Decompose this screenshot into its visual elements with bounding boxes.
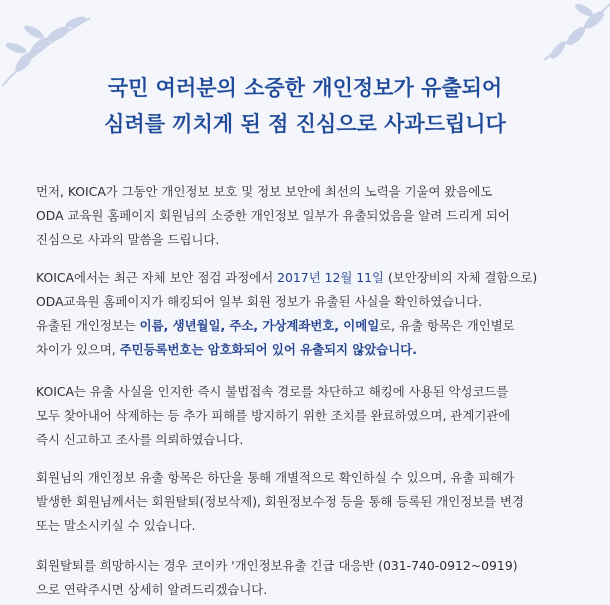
paragraph-line (36, 266, 588, 290)
paragraph-line: 발생한 회원님께서는 회원탈퇴(정보삭제), 회원정보수정 등을 통해 등록된 개인정보를 변경 (36, 494, 524, 509)
paragraph-incident (36, 266, 588, 362)
paragraph-line: ODA 교육원 홈페이지 회원님의 소중한 개인정보 일부가 유출되었음을 알려 드리게 되어 (36, 208, 510, 223)
paragraph-line: 모두 찾아내어 삭제하는 등 추가 피해를 방지하기 위한 조치를 완료하였으며, 관계기관에 (36, 408, 511, 423)
not-leaked-notice: 주민등록번호는 암호화되어 있어 유출되지 않았습니다. (119, 342, 417, 357)
paragraph-guidance (36, 466, 588, 538)
paragraph-line: 회원님의 개인정보 유출 항목은 하단을 통해 개별적으로 확인하실 수 있으며, 유출 피해가 (36, 470, 515, 485)
title-line-2: 심려를 끼치게 된 점 진심으로 사과드립니다 (104, 112, 506, 136)
incident-date: 2017년 12월 11일 (277, 270, 385, 285)
title-line-1: 국민 여러분의 소중한 개인정보가 유출되어 (107, 76, 503, 100)
text-segment: 유출된 개인정보는 (36, 318, 140, 333)
paragraph-line: 또는 말소시키실 수 있습니다. (36, 518, 196, 533)
paragraph-line: 진심으로 사과의 말씀을 드립니다. (36, 232, 220, 247)
paragraph-line: 으로 연락주시면 상세히 알려드리겠습니다. (36, 582, 268, 597)
paragraph-line: 회원탈퇴를 희망하시는 경우 코이카 '개인정보유출 긴급 대응반 (031-740-0912~0919) (36, 558, 518, 573)
paragraph-line: 즉시 신고하고 조사를 의뢰하였습니다. (36, 432, 244, 447)
paragraph-response (36, 380, 588, 452)
text-segment: 로, 유출 항목은 개인별로 (379, 318, 515, 333)
paragraph-intro (36, 180, 588, 252)
text-segment: KOICA에서는 최근 자체 보안 점검 과정에서 (36, 270, 278, 285)
paragraph-line: ODA교육원 홈페이지가 해킹되어 일부 회원 정보가 유출된 사실을 확인하였습니다. (36, 294, 483, 309)
leaf-decoration-icon (514, 0, 610, 70)
paragraph-contact (36, 554, 588, 602)
leaked-items: 이름, 생년월일, 주소, 가상계좌번호, 이메일 (139, 318, 380, 333)
page-title (0, 70, 610, 142)
paragraph-line: KOICA는 유출 사실을 인지한 즉시 불법접속 경로를 차단하고 해킹에 사용된 악성코드를 (36, 384, 509, 399)
paragraph-line (36, 338, 588, 362)
text-segment: (보안장비의 자체 결함으로) (384, 270, 538, 285)
paragraph-line: 먼저, KOICA가 그동안 개인정보 보호 및 정보 보안에 최선의 노력을 기울여 왔음에도 (36, 184, 493, 199)
paragraph-line (36, 314, 588, 338)
text-segment: 차이가 있으며, (36, 342, 120, 357)
